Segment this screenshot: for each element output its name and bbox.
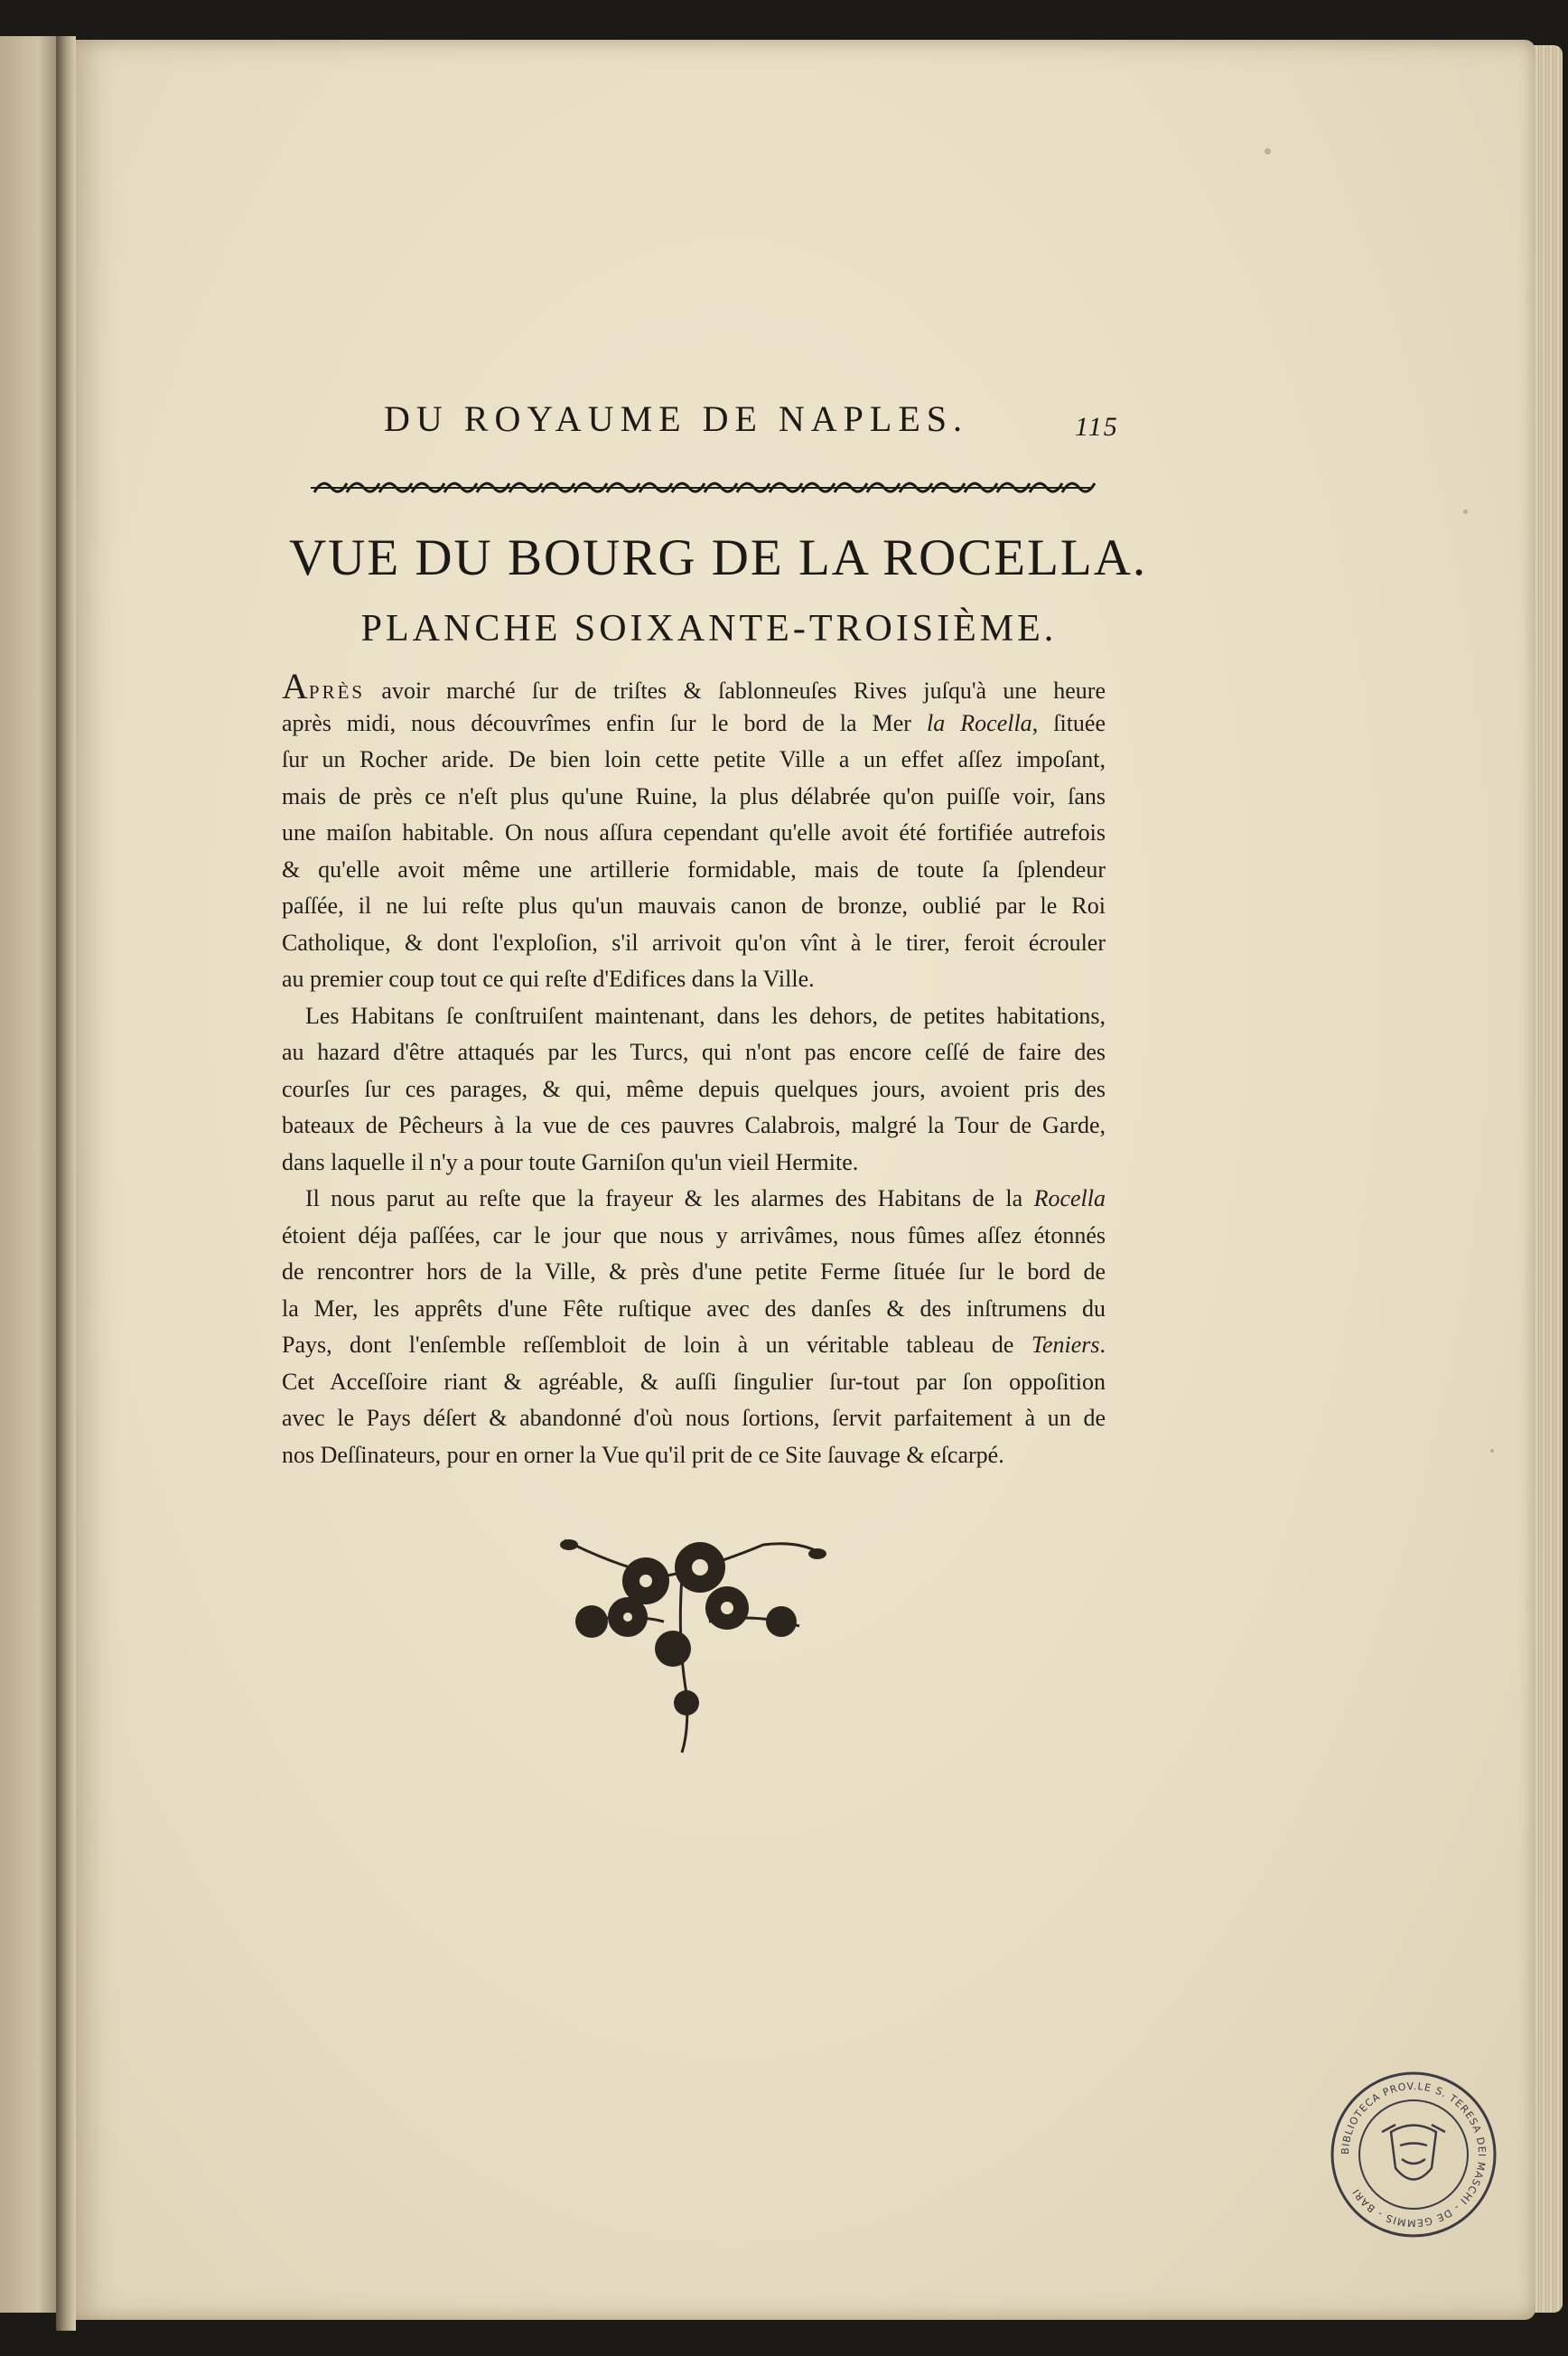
line-text: la Mer, les apprêts d'une Fête ruſtique avec des danſes & des inſtrumens du [282,1295,1106,1322]
italic-name: la Rocella [926,709,1032,736]
ornamental-rule [305,474,1096,501]
line-text-tail: , ſituée [1031,709,1106,736]
library-stamp [1328,2069,1499,2240]
line-text-tail: . [1099,1332,1106,1358]
text-line [282,961,1106,998]
text-line [282,1364,1106,1401]
line-text: au premier coup tout ce qui reſte d'Edifices dans la Ville. [282,966,815,992]
text-line [282,925,1106,962]
text-line [282,815,1106,852]
text-line [282,1108,1106,1145]
text-line [282,742,1106,779]
line-text: Pays, dont l'enſemble reſſembloit de loin à un véritable tableau de [282,1332,1031,1358]
text-line [282,706,1106,743]
line-text: courſes ſur ces parages, & qui, même depuis quelques jours, avoient pris des [282,1075,1106,1102]
svg-text:BIBLIOTECA PROV.LE S. TERESA D [1339,2080,1488,2229]
line-text: Les Habitans ſe conſtruiſent maintenant, dans les dehors, de petites habitations, [305,1002,1106,1029]
page-number: 115 [1075,412,1119,442]
line-text: Cet Acceſſoire riant & agréable, & auſſi ſingulier ſur-tout par ſon oppoſition [282,1368,1106,1395]
small-caps-word: PRÈS [308,681,366,703]
text-line [282,1437,1106,1474]
text-line [282,998,1106,1035]
italic-name: Rocella [1033,1185,1106,1211]
line-text: avoir marché ſur de triſtes & ſablonneuſes Rives juſqu'à une heure [365,678,1106,704]
line-text: après midi, nous découvrîmes enfin ſur le bord de la Mer [282,709,927,736]
plate-subtitle: PLANCHE SOIXANTE-TROISIÈME. [360,608,1058,650]
text-line [282,1181,1106,1218]
text-line [282,1291,1106,1328]
line-text: & qu'elle avoit même une artillerie formidable, mais de toute ſa ſplendeur [282,855,1106,883]
line-text: Il nous parut au reſte que la frayeur & les alarmes des Habitans de la [305,1185,1034,1211]
line-text: une maiſon habitable. On nous aſſura cependant qu'elle avoit été fortifiée autrefois [282,819,1106,846]
body-text [282,668,1106,1473]
stamp-text: BIBLIOTECA PROV.LE S. TERESA DEI MASCHI - DE GEMMIS - BARI [1339,2080,1489,2230]
running-title: DU ROYAUME DE NAPLES. [384,398,969,439]
italic-name: Teniers [1031,1332,1100,1358]
paragraph [282,998,1106,1182]
line-text: de rencontrer hors de la Ville, & près d'une petite Ferme ſituée ſur le bord de [282,1258,1106,1285]
text-line [282,668,1106,706]
plate-title: VUE DU BOURG DE LA ROCELLA. [289,529,1148,586]
text-line [282,1034,1106,1071]
drop-capital: A [282,666,309,706]
binding-gutter [56,36,76,2331]
text-line [282,852,1106,889]
line-text: Catholique, & dont l'exploſion, s'il arrivoit qu'on vînt à le tirer, feroit écrouler [282,929,1106,956]
line-text: nos Deſſinateurs, pour en orner la Vue qu'il prit de ce Site ſauvage & eſcarpé. [282,1441,1004,1468]
line-text: bateaux de Pêcheurs à la vue de ces pauvres Calabrois, malgré la Tour de Garde, [282,1112,1106,1138]
line-text: avec le Pays déſert & abandonné d'où nous ſortions, ſervit parfaitement à un de [282,1405,1106,1431]
text-line [282,1071,1106,1108]
line-text: ſur un Rocher aride. De bien loin cette petite Ville a un effet aſſez impoſant, [282,746,1106,772]
floral-vignette-ornament [528,1513,835,1757]
line-text: étoient déja paſſées, car le jour que nous y arrivâmes, nous fûmes aſſez étonnés [282,1221,1106,1248]
paragraph [282,1181,1106,1473]
line-text: au hazard d'être attaqués par les Turcs, qui n'ont pas encore ceſſé de faire des [282,1039,1106,1065]
line-text: mais de près ce n'eſt plus qu'une Ruine, la plus délabrée qu'on puiſſe voir, ſans [282,782,1106,809]
line-text: paſſée, il ne lui reſte plus qu'un mauvais canon de bronze, oublié par le Roi [282,893,1106,919]
text-line [282,888,1106,925]
line-text: dans laquelle il n'y a pour toute Garniſon qu'un vieil Hermite. [282,1148,859,1175]
text-line [282,1254,1106,1291]
paragraph [282,668,1106,998]
running-head [384,397,1215,452]
text-line [282,1327,1106,1364]
text-line [282,1145,1106,1182]
text-line [282,1400,1106,1437]
text-line [282,779,1106,816]
facing-page-edge [0,36,63,2313]
text-line [282,1218,1106,1255]
